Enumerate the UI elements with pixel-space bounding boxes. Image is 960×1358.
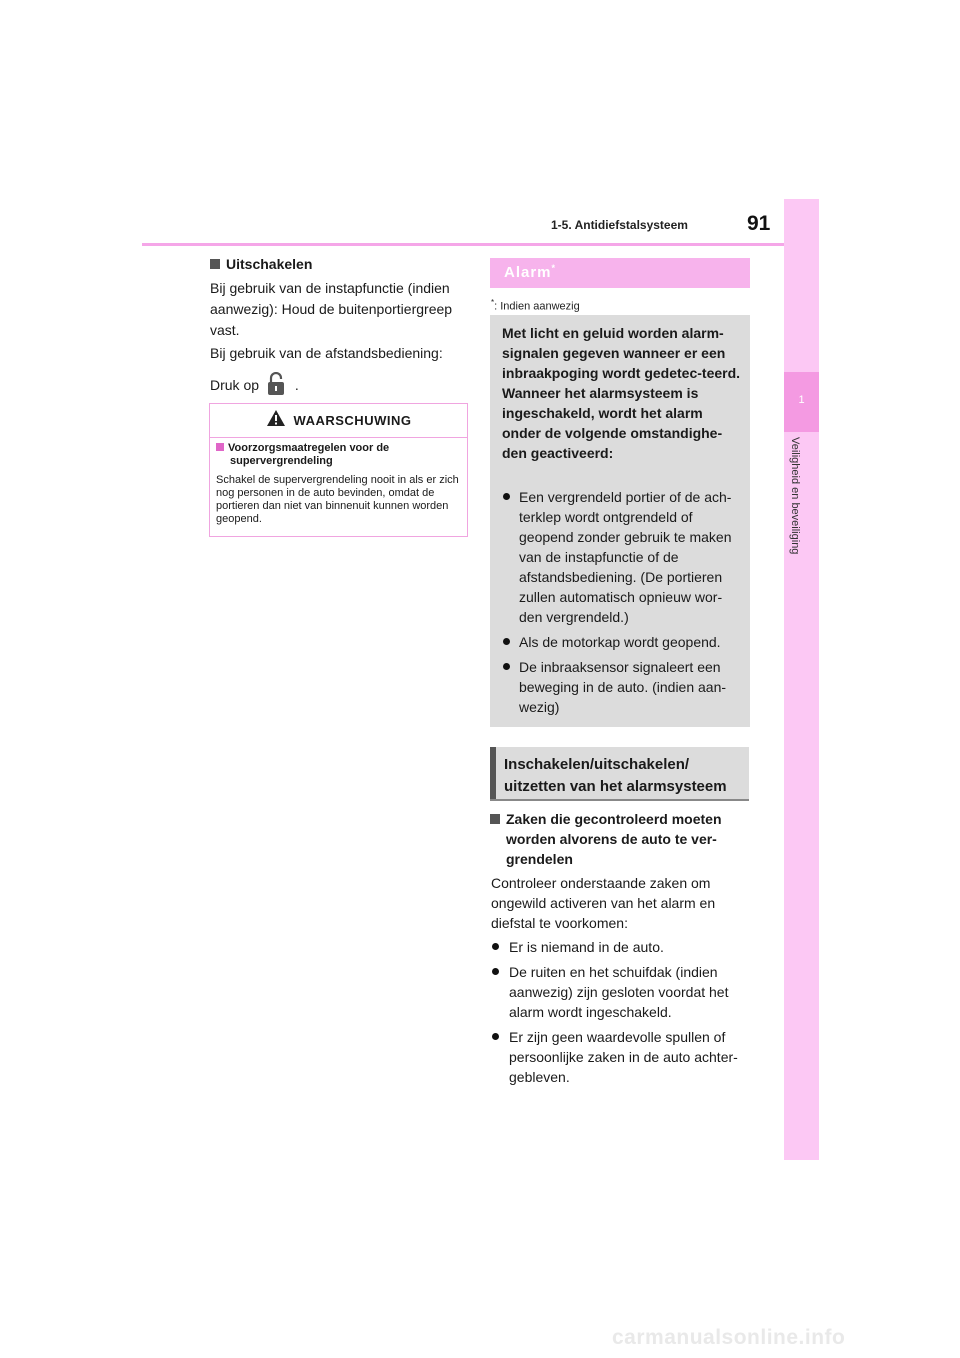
list-item: Als de motorkap wordt geopend. [502,632,744,652]
footnote: *: Indien aanwezig [491,298,580,313]
chapter-title: Veiligheid en beveiliging [789,437,801,555]
warning-title: WAARSCHUWING [293,413,412,428]
subheading-uitschakelen: Uitschakelen [210,256,312,272]
warning-triangle-icon [266,409,286,432]
alarm-info-box [490,315,750,727]
check-intro: Controleer onderstaande zaken om ongewild activeren van het alarm en diefstal te voorkomen: [491,875,716,931]
warning-header [210,404,467,438]
section-title: 1-5. Antidiefstalsysteem [551,218,688,232]
list-item: Een vergrendeld portier of de ach-terklep wordt ontgrendeld of geopend zonder gebruik te maken van de instapfunctie of de afstandsbediening. (De portieren zullen automatisch opnieuw wor-den vergrendeld.) [502,487,744,627]
watermark: carmanualsonline.info [612,1326,846,1349]
paragraph-remote: Bij gebruik van de afstandsbediening: [210,345,443,361]
list-item: Er is niemand in de auto. [491,937,751,957]
paragraph-entry-function: Bij gebruik van de instapfunctie (indien aanwezig): Houd de buitenportiergreep vast. [210,280,453,338]
square-bullet-icon [490,814,500,824]
alarm-heading: Alarm* [504,263,557,281]
chapter-side-strip [784,199,819,1160]
check-list [491,937,751,1092]
subheading-zaken: Zaken die gecontroleerd moeten worden alvorens de auto te ver-grendelen [490,809,750,869]
header-divider [142,243,784,246]
warning-text: Schakel de supervergrendeling nooit in als er zich nog personen in de auto bevinden, omdat de portieren dan niet van binnenuit kunnen worden geopend. [216,474,459,525]
unlock-icon [267,372,285,402]
page-number: 91 [747,212,771,235]
square-bullet-icon [210,259,220,269]
alarm-info-lead: Met licht en geluid worden alarm-signalen gegeven wanneer er een inbraakpoging wordt gedetec-teerd. Wanneer het alarmsysteem is ingeschakeld, wordt het alarm onder de volgende omstandighe-den geactiveerd: [502,325,741,461]
list-item: De ruiten en het schuifdak (indien aanwezig) zijn gesloten voordat het alarm wordt ingeschakeld. [491,962,751,1022]
chapter-title-vertical [783,437,819,667]
list-item: De inbraaksensor signaleert een beweging in de auto. (indien aan-wezig) [502,657,744,717]
section-heading-inschakelen: Inschakelen/uitschakelen/ uitzetten van het alarmsysteem [490,747,749,801]
warning-subheading: Voorzorgsmaatregelen voor de supervergrendeling [216,442,461,468]
warning-box [209,403,468,537]
square-bullet-icon [216,443,224,451]
alarm-heading-bar [490,258,750,288]
alarm-trigger-list [502,487,744,722]
paragraph-press: Druk op . [210,372,470,402]
chapter-number: 1 [798,394,805,406]
list-item: Er zijn geen waardevolle spullen of persoonlijke zaken in de auto achter-gebleven. [491,1027,751,1087]
